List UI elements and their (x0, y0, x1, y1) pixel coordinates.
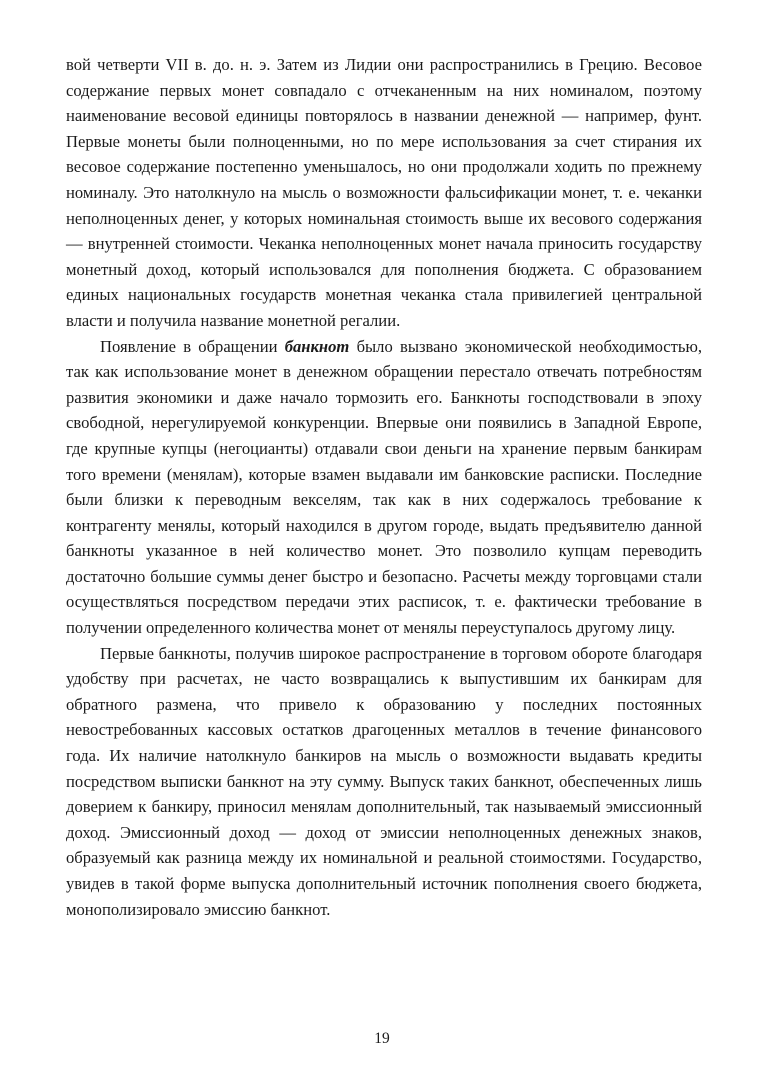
page-body (66, 52, 702, 922)
paragraph: вой четверти VII в. до. н. э. Затем из Лидии они распространились в Грецию. Весовое содержание первых монет совпадало с отчеканенным на них номиналом, поэтому наименование весовой единицы повторялось в названии денежной — например, фунт. Первые монеты были полноценными, но по мере использования за счет стирания их весовое содержание постепенно уменьшалось, но они продолжали ходить по прежнему номиналу. Это натолкнуло на мысль о возможности фальсификации монет, т. е. чеканки неполноценных денег, у которых номинальная стоимость выше их весового содержания — внутренней стоимости. Чеканка неполноценных монет начала приносить государству монетный доход, который использовался для пополнения бюджета. С образованием единых национальных государств монетная чеканка стала привилегией центральной власти и получила название монетной регалии. (66, 55, 702, 330)
emphasis-term: банкнот (284, 336, 350, 356)
paragraph: Первые банкноты, получив широкое распространение в торговом обороте благодаря удобству при расчетах, не часто возвращались к выпустившим их банкирам для обратного размена, что привело к образованию у последних постоянных невостребованных кассовых остатков драгоценных металлов в течение финансового года. Их наличие натолкнуло банкиров на мысль о возможности выдавать кредиты посредством выписки банкнот на эту сумму. Выпуск таких банкнот, обеспеченных лишь доверием к банкиру, приносил менялам дополнительный, так называемый эмиссионный доход. Эмиссионный доход — доход от эмиссии неполноценных денежных знаков, образуемый как разница между их номинальной и реальной стоимостями. Государство, увидев в такой форме выпуска дополнительный источник пополнения своего бюджета, монополизировало эмиссию банкнот. (66, 643, 702, 919)
page-number: 19 (374, 1030, 390, 1047)
paragraph: Появление в обращении банкнот было вызвано экономической необходимостью, так как использование монет в денежном обращении перестало отвечать потребностям развития экономики и даже начало тормозить его. Банкноты господствовали в эпоху свободной, нерегулируемой конкуренции. Впервые они появились в Западной Европе, где крупные купцы (негоцианты) отдавали свои деньги на хранение первым банкирам того времени (менялам), которые взамен выдавали им банковские расписки. Последние были близки к переводным векселям, так как в них содержалось требование к контрагенту менялы, который находился в другом городе, выдать предъявителю данной банкноты указанное в ней количество монет. Это позволило купцам переводить достаточно большие суммы денег быстро и безопасно. Расчеты между торговцами стали осуществляться посредством передачи этих расписок, т. е. фактически требование в получении определенного количества монет от менялы переуступалось другому лицу. (66, 336, 703, 638)
